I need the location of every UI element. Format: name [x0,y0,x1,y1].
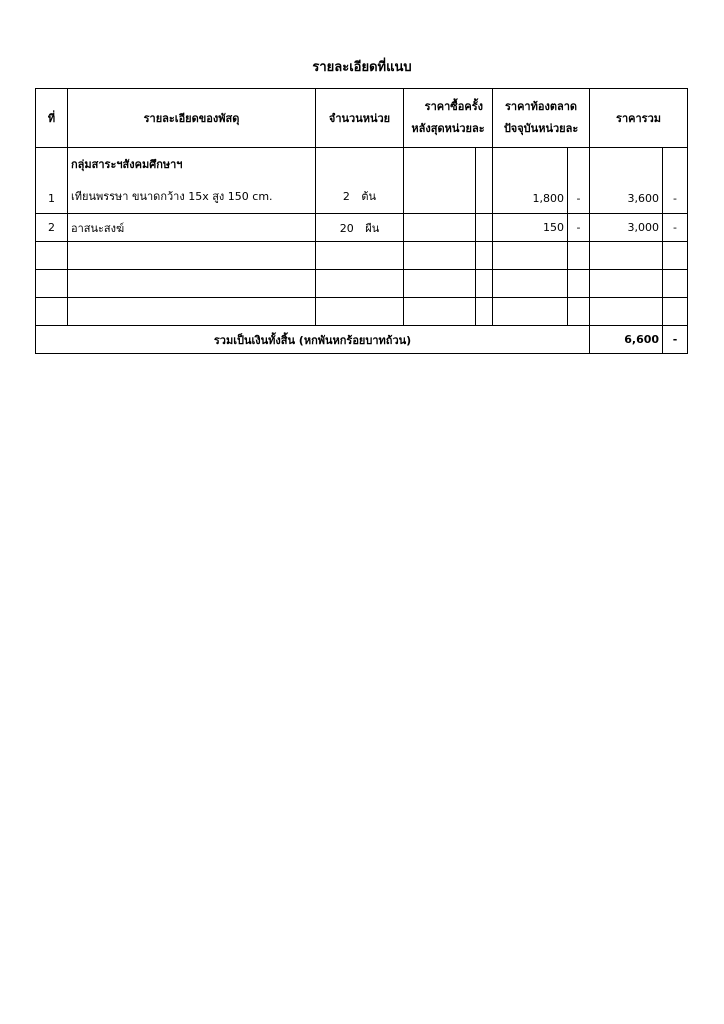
empty-cell [663,270,688,298]
empty-cell [663,242,688,270]
header-row [36,89,688,148]
empty-cell [590,270,663,298]
empty-cell [568,270,590,298]
empty-cell [663,298,688,326]
empty-cell [36,298,68,326]
header-no: ที่ [36,89,68,148]
table-row [36,148,688,214]
row-last-price-sub [476,148,493,214]
empty-cell [568,298,590,326]
header-market-price-line1: ราคาท้องตลาด [504,100,578,113]
row-total-sub: - [663,214,688,242]
row-unit: ต้น [361,190,377,203]
empty-cell [404,242,476,270]
empty-cell [590,298,663,326]
row-detail: อาสนะสงฆ์ [68,214,316,242]
row-last-price [404,148,476,214]
empty-row [36,270,688,298]
header-last-price-line2: หลังสุดหน่วยละ [411,122,485,135]
empty-cell [493,298,568,326]
group-label: กลุ่มสาระฯสังคมศึกษาฯ [71,158,183,171]
footer-total: 6,600 [590,326,663,354]
empty-cell [493,270,568,298]
row-unit: ผืน [365,221,380,235]
empty-row [36,298,688,326]
attachment-table [35,88,688,354]
row-market-price-sub: - [568,148,590,214]
row-qty: 2 [342,190,350,203]
row-no: 2 [36,214,68,242]
empty-cell [476,298,493,326]
empty-cell [68,270,316,298]
row-detail-cell [68,148,316,214]
table-row [36,214,688,242]
row-last-price-sub [476,214,493,242]
header-detail: รายละเอียดของพัสดุ [68,89,316,148]
empty-cell [404,270,476,298]
row-detail: เทียนพรรษา ขนาดกว้าง 15x สูง 150 cm. [71,190,273,203]
row-market-price: 150 [493,214,568,242]
header-market-price-line2: ปัจจุบันหน่วยละ [503,122,579,135]
row-total-sub: - [663,148,688,214]
footer-total-sub: - [663,326,688,354]
row-quantity [316,214,404,242]
header-market-price [493,89,590,148]
page-title: รายละเอียดที่แนบ [312,60,412,75]
footer-label: รวมเป็นเงินทั้งสิ้น (หกพันหกร้อยบาทถ้วน) [36,326,590,354]
empty-cell [316,242,404,270]
empty-cell [476,242,493,270]
empty-cell [568,242,590,270]
empty-cell [36,270,68,298]
empty-cell [476,270,493,298]
row-market-price: 1,800 [493,148,568,214]
header-quantity: จำนวนหน่วย [316,89,404,148]
row-quantity [316,148,404,214]
empty-cell [36,242,68,270]
footer-row [36,326,688,354]
row-total: 3,600 [590,148,663,214]
empty-row [36,242,688,270]
row-last-price [404,214,476,242]
row-no: 1 [36,148,68,214]
empty-cell [68,242,316,270]
header-total: ราคารวม [590,89,688,148]
header-last-price-line1: ราคาซื้อครั้ง [424,100,484,113]
empty-cell [316,270,404,298]
empty-cell [68,298,316,326]
header-last-price [404,89,493,148]
row-total: 3,000 [590,214,663,242]
row-market-price-sub: - [568,214,590,242]
empty-cell [493,242,568,270]
empty-cell [316,298,404,326]
empty-cell [590,242,663,270]
empty-cell [404,298,476,326]
row-qty: 20 [339,221,354,235]
